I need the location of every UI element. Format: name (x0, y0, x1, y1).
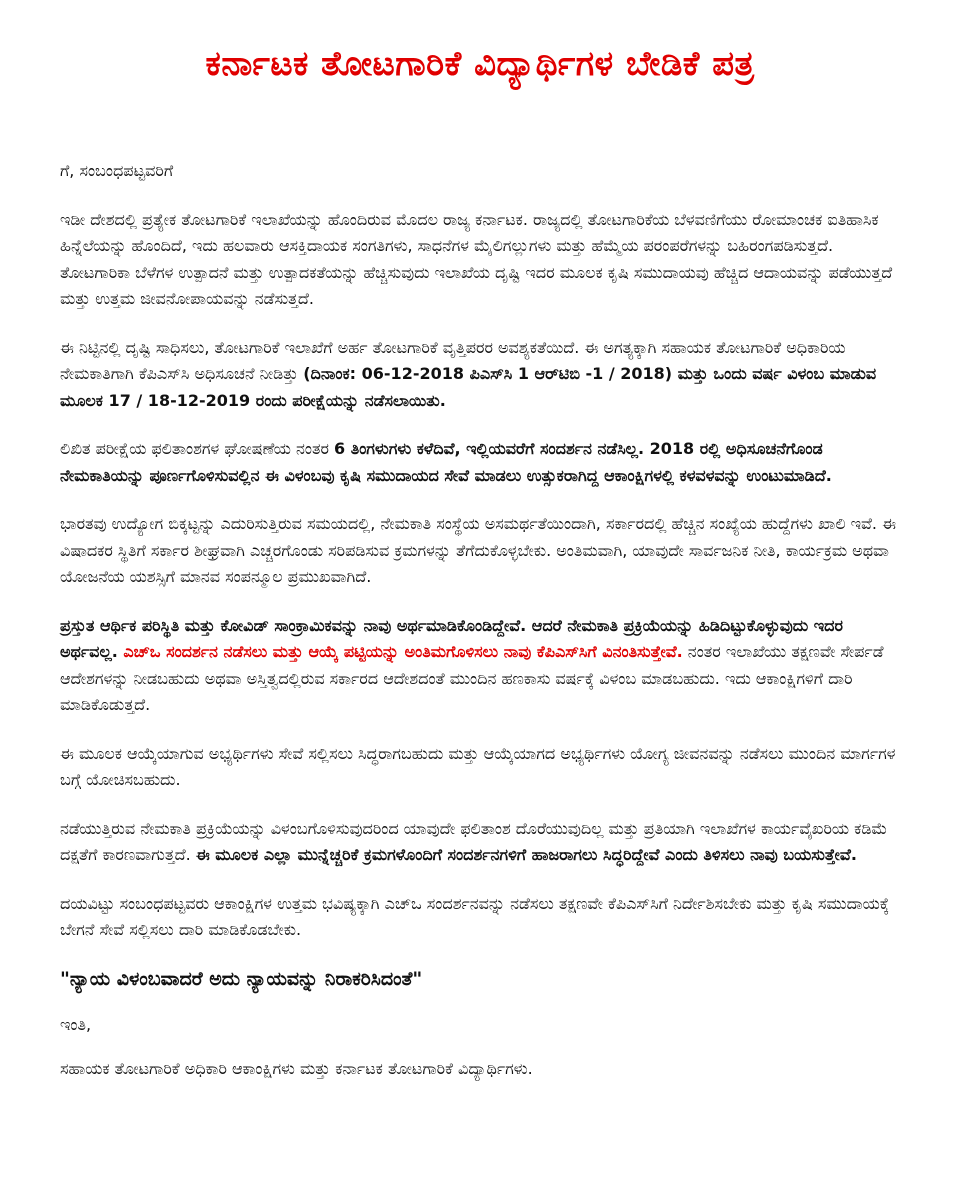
letter-body (60, 158, 900, 1083)
paragraph-4: ಭಾರತವು ಉದ್ಯೋಗ ಬಿಕ್ಕಟ್ಟನ್ನು ಎದುರಿಸುತ್ತಿರುವ ಸಮಯದಲ್ಲಿ, ನೇಮಕಾತಿ ಸಂಸ್ಥೆಯ ಅಸಮರ್ಥತೆಯಿಂದಾಗಿ, ಸರ್ಕಾರದಲ್ಲಿ ಹೆಚ್ಚಿನ ಸಂಖ್ಯೆಯ ಹುದ್ದೆಗಳು ಖಾಲಿ ಇವೆ. ಈ ವಿಷಾದಕರ ಸ್ಥಿತಿಗೆ ಸರ್ಕಾರ ಶೀಘ್ರವಾಗಿ ಎಚ್ಚರಗೊಂಡು ಸರಿಪಡಿಸುವ ಕ್ರಮಗಳನ್ನು ತೆಗೆದುಕೊಳ್ಳಬೇಕು. ಅಂತಿಮವಾಗಿ, ಯಾವುದೇ ಸಾರ್ವಜನಿಕ ನೀತಿ, ಕಾರ್ಯಕ್ರಮ ಅಥವಾ ಯೋಜನೆಯ ಯಶಸ್ಸಿಗೆ ಮಾನವ ಸಂಪನ್ಮೂಲ ಪ್ರಮುಖವಾಗಿದೆ. (60, 514, 896, 586)
signature-line: ಸಹಾಯಕ ತೋಟಗಾರಿಕೆ ಅಧಿಕಾರಿ ಆಕಾಂಕ್ಷಿಗಳು ಮತ್ತು ಕರ್ನಾಟಕ ತೋಟಗಾರಿಕೆ ವಿದ್ಯಾರ್ಥಿಗಳು. (60, 1059, 533, 1078)
paragraph-5 (60, 613, 900, 719)
paragraph-3-bold: 6 ತಿಂಗಳುಗಳು ಕಳೆದಿವೆ, ಇಲ್ಲಿಯವರೆಗೆ ಸಂದರ್ಶನ ನಡೆಸಿಲ್ಲ. 2018 ರಲ್ಲಿ ಅಧಿಸೂಚನೆಗೊಂಡ ನೇಮಕಾತಿಯನ್ನು ಪೂರ್ಣಗೊಳಿಸುವಲ್ಲಿನ ಈ ವಿಳಂಬವು ಕೃಷಿ ಸಮುದಾಯದ ಸೇವೆ ಮಾಡಲು ಉತ್ಸುಕರಾಗಿದ್ದ ಆಕಾಂಕ್ಷಿಗಳಲ್ಲಿ ಕಳವಳವನ್ನು ಉಂಟುಮಾಡಿದೆ. (60, 439, 832, 485)
paragraph-2-text: ಈ ನಿಟ್ಟಿನಲ್ಲಿ ದೃಷ್ಟಿ ಸಾಧಿಸಲು, ತೋಟಗಾರಿಕೆ ಇಲಾಖೆಗೆ ಅರ್ಹ ತೋಟಗಾರಿಕೆ ವೃತ್ತಿಪರರ ಅವಶ್ಯಕತೆಯಿದೆ. ಈ ಅಗತ್ಯಕ್ಕಾಗಿ ಸಹಾಯಕ ತೋಟಗಾರಿಕೆ ಅಧಿಕಾರಿಯ ನೇಮಕಾತಿಗಾಗಿ ಕೆಪಿಎಸ್‌ಸಿ ಅಧಿಸೂಚನೆ ನೀಡಿತ್ತು (60, 337, 846, 383)
paragraph-8: ದಯವಿಟ್ಟು ಸಂಬಂಧಪಟ್ಟವರು ಆಕಾಂಕ್ಷಿಗಳ ಉತ್ತಮ ಭವಿಷ್ಯಕ್ಕಾಗಿ ಎಚ್‌ಒ ಸಂದರ್ಶನವನ್ನು ನಡೆಸಲು ತಕ್ಷಣವೇ ಕೆಪಿಎಸ್‌ಸಿಗೆ ನಿರ್ದೇಶಿಸಬೇಕು ಮತ್ತು ಕೃಷಿ ಸಮುದಾಯಕ್ಕೆ ಬೇಗನೆ ಸೇವೆ ಸಲ್ಲಿಸಲು ದಾರಿ ಮಾಡಿಕೊಡಬೇಕು. (60, 893, 890, 939)
paragraph-6: ಈ ಮೂಲಕ ಆಯ್ಕೆಯಾಗುವ ಅಭ್ಯರ್ಥಿಗಳು ಸೇವೆ ಸಲ್ಲಿಸಲು ಸಿದ್ಧರಾಗಬಹುದು ಮತ್ತು ಆಯ್ಕೆಯಾಗದ ಅಭ್ಯರ್ಥಿಗಳು ಯೋಗ್ಯ ಜೀವನವನ್ನು ನಡೆಸಲು ಮುಂದಿನ ಮಾರ್ಗಗಳ ಬಗ್ಗೆ ಯೋಚಿಸಬಹುದು. (60, 743, 896, 789)
paragraph-7-text: ನಡೆಯುತ್ತಿರುವ ನೇಮಕಾತಿ ಪ್ರಕ್ರಿಯೆಯನ್ನು ವಿಳಂಬಗೊಳಿಸುವುದರಿಂದ ಯಾವುದೇ ಫಲಿತಾಂಶ ದೊರೆಯುವುದಿಲ್ಲ ಮತ್ತು ಪ್ರತಿಯಾಗಿ ಇಲಾಖೆಗಳ ಕಾರ್ಯವೈಖರಿಯ ಕಡಿಮೆ ದಕ್ಷತೆಗೆ ಕಾರಣವಾಗುತ್ತದೆ. (60, 818, 888, 864)
paragraph-1: ಇಡೀ ದೇಶದಲ್ಲಿ ಪ್ರತ್ಯೇಕ ತೋಟಗಾರಿಕೆ ಇಲಾಖೆಯನ್ನು ಹೊಂದಿರುವ ಮೊದಲ ರಾಜ್ಯ ಕರ್ನಾಟಕ. ರಾಜ್ಯದಲ್ಲಿ ತೋಟಗಾರಿಕೆಯ ಬೆಳವಣಿಗೆಯು ರೋಮಾಂಚಕ ಐತಿಹಾಸಿಕ ಹಿನ್ನೆಲೆಯನ್ನು ಹೊಂದಿದೆ, ಇದು ಹಲವಾರು ಆಸಕ್ತಿದಾಯಕ ಸಂಗತಿಗಳು, ಸಾಧನೆಗಳ ಮೈಲಿಗಲ್ಲುಗಳು ಮತ್ತು ಹೆಮ್ಮೆಯ ಪರಂಪರೆಗಳನ್ನು ಬಹಿರಂಗಪಡಿಸುತ್ತದೆ. ತೋಟಗಾರಿಕಾ ಬೆಳೆಗಳ ಉತ್ಪಾದನೆ ಮತ್ತು ಉತ್ಪಾದಕತೆಯನ್ನು ಹೆಚ್ಚಿಸುವುದು ಇಲಾಖೆಯ ದೃಷ್ಟಿ ಇದರ ಮೂಲಕ ಕೃಷಿ ಸಮುದಾಯವು ಹೆಚ್ಚಿದ ಆದಾಯವನ್ನು ಪಡೆಯುತ್ತದೆ ಮತ್ತು ಉತ್ತಮ ಜೀವನೋಪಾಯವನ್ನು ನಡೆಸುತ್ತದೆ. (60, 209, 893, 308)
paragraph-7-bold: ಈ ಮೂಲಕ ಎಲ್ಲಾ ಮುನ್ನೆಚ್ಚರಿಕೆ ಕ್ರಮಗಳೊಂದಿಗೆ ಸಂದರ್ಶನಗಳಿಗೆ ಹಾಜರಾಗಲು ಸಿದ್ಧರಿದ್ದೇವೆ ಎಂದು ತಿಳಿಸಲು ನಾವು ಬಯಸುತ್ತೇವೆ. (195, 845, 857, 864)
salutation: ಗೆ, ಸಂಬಂಧಪಟ್ಟವರಿಗೆ (60, 161, 174, 180)
paragraph-3-text: ಲಿಖಿತ ಪರೀಕ್ಷೆಯ ಫಲಿತಾಂಶಗಳ ಘೋಷಣೆಯ ನಂತರ (60, 439, 335, 458)
paragraph-3 (60, 436, 900, 489)
paragraph-2-bold: (ದಿನಾಂಕ: 06-12-2018 ಪಿಎಸ್‌ಸಿ 1 ಆರ್‌ಟಿಬಿ -1 / 2018) ಮತ್ತು ಒಂದು ವರ್ಷ ವಿಳಂಬ ಮಾಡುವ ಮೂಲಕ 17 / 18-12-2019 ರಂದು ಪರೀಕ್ಷೆಯನ್ನು ನಡೆಸಲಾಯಿತು. (60, 364, 877, 410)
paragraph-2 (60, 335, 900, 415)
paragraph-5-highlight: ಎಚ್‌ಒ ಸಂದರ್ಶನ ನಡೆಸಲು ಮತ್ತು ಆಯ್ಕೆ ಪಟ್ಟಿಯನ್ನು ಅಂತಿಮಗೊಳಿಸಲು ನಾವು ಕೆಪಿಎಸ್‌ಸಿಗೆ ವಿನಂತಿಸುತ್ತೇವೆ. (123, 642, 683, 661)
paragraph-5-bold: ಪ್ರಸ್ತುತ ಆರ್ಥಿಕ ಪರಿಸ್ಥಿತಿ ಮತ್ತು ಕೋವಿಡ್ ಸಾಂಕ್ರಾಮಿಕವನ್ನು ನಾವು ಅರ್ಥಮಾಡಿಕೊಂಡಿದ್ದೇವೆ. ಆದರೆ ನೇಮಕಾತಿ ಪ್ರಕ್ರಿಯೆಯನ್ನು ಹಿಡಿದಿಟ್ಟುಕೊಳ್ಳುವುದು ಇದರ ಅರ್ಥವಲ್ಲ. (60, 615, 843, 661)
letter-title: ಕರ್ನಾಟಕ ತೋಟಗಾರಿಕೆ ವಿದ್ಯಾರ್ಥಿಗಳ ಬೇಡಿಕೆ ಪತ್ರ (205, 44, 755, 84)
paragraph-5-text: ನಂತರ ಇಲಾಖೆಯು ತಕ್ಷಣವೇ ಸೇರ್ಪಡೆ ಆದೇಶಗಳನ್ನು ನೀಡಬಹುದು ಅಥವಾ ಅಸ್ತಿತ್ವದಲ್ಲಿರುವ ಸರ್ಕಾರದ ಆದೇಶದಂತೆ ಮುಂದಿನ ಹಣಕಾಸು ವರ್ಷಕ್ಕೆ ವಿಳಂಬ ಮಾಡಬಹುದು. ಇದು ಆಕಾಂಕ್ಷಿಗಳಿಗೆ ದಾರಿ ಮಾಡಿಕೊಡುತ್ತದೆ. (60, 642, 884, 714)
paragraph-7 (60, 816, 900, 869)
closing-salutation: ಇಂತಿ, (60, 1014, 92, 1034)
closing-quote: "ನ್ಯಾಯ ವಿಳಂಬವಾದರೆ ಅದು ನ್ಯಾಯವನ್ನು ನಿರಾಕರಿಸಿದಂತೆ" (60, 967, 423, 990)
